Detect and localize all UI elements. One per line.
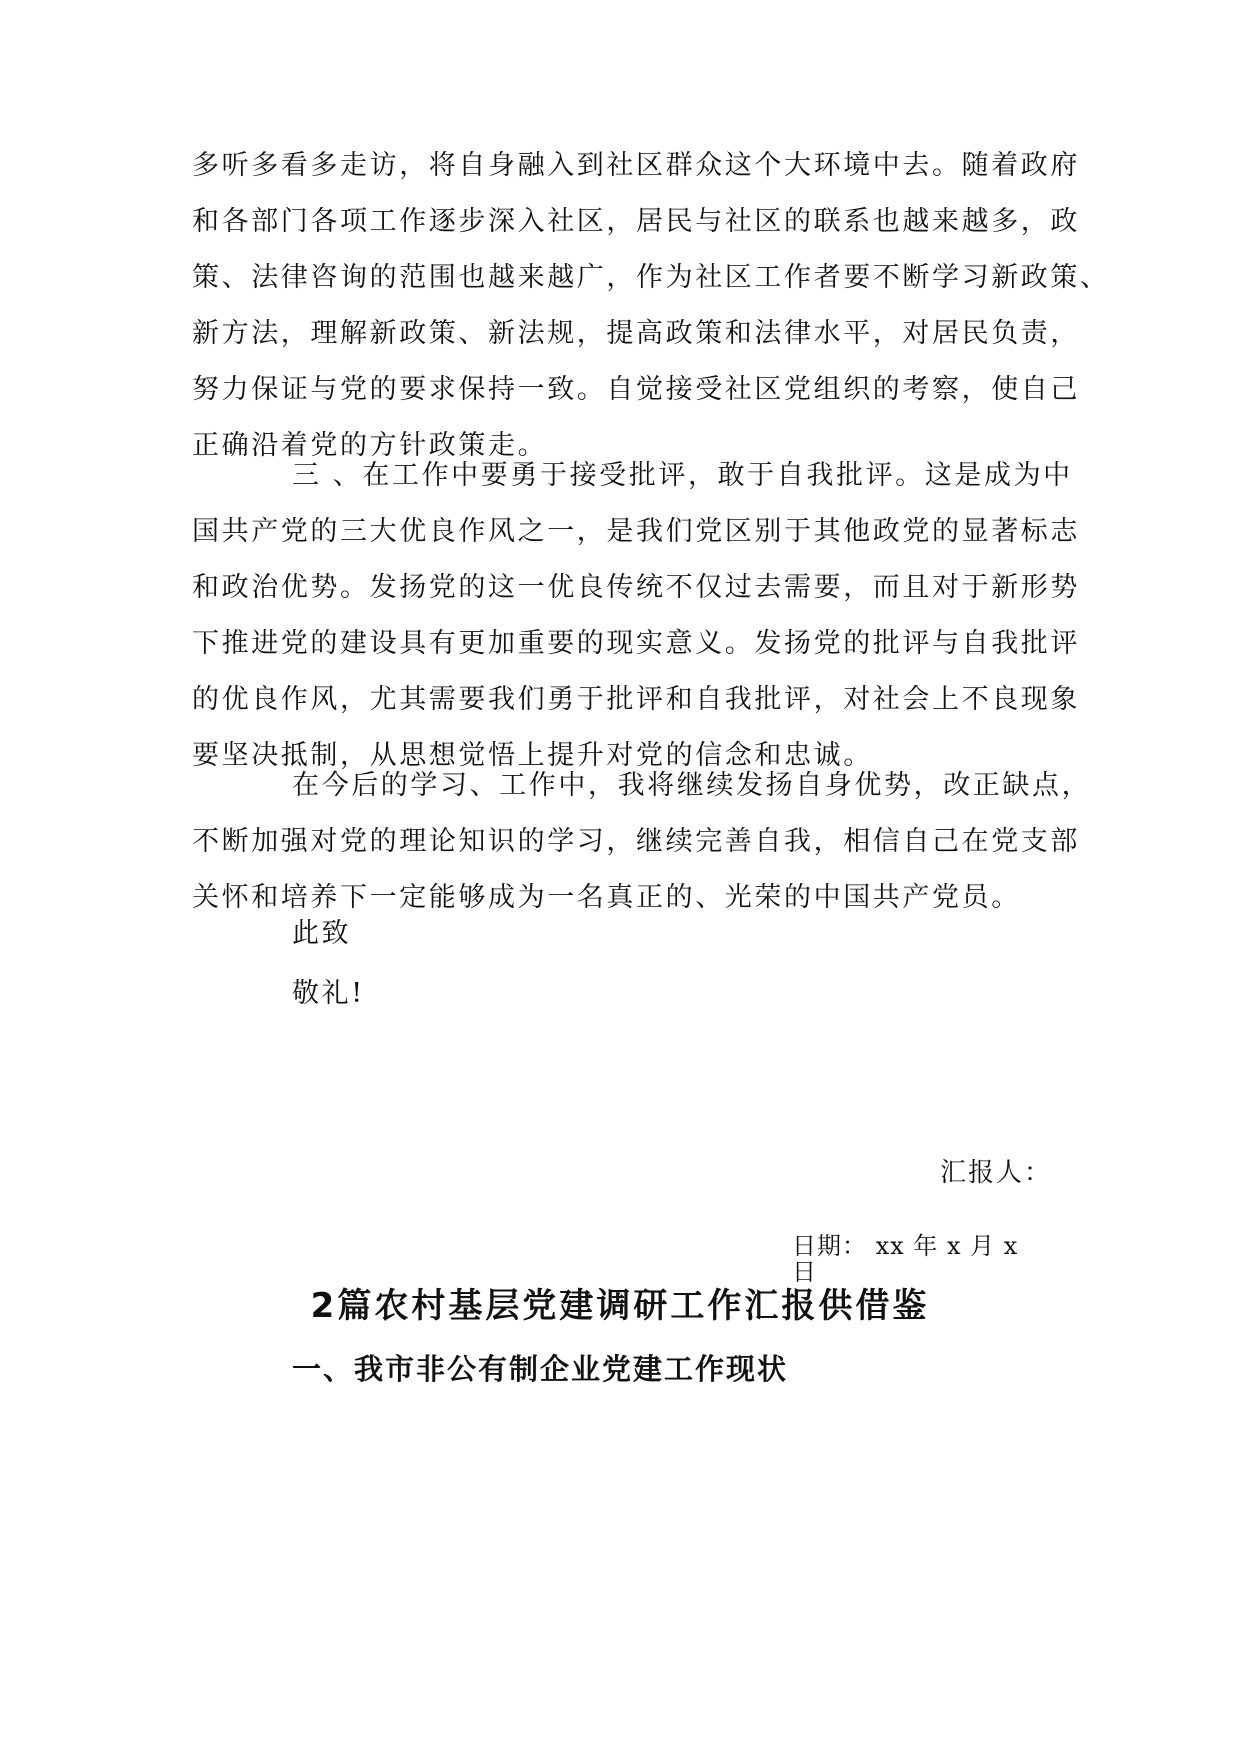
greeting-line: 此致 — [292, 918, 352, 949]
paragraph-line: 国共产党的三大优良作风之一，是我们党区别于其他政党的显著标志 — [192, 516, 1080, 547]
section-heading: 一、我市非公有制企业党建工作现状 — [292, 1352, 789, 1386]
reporter-label: 汇报人： — [940, 1158, 1053, 1188]
paragraph-conclusion — [192, 758, 1092, 926]
paragraph-continuation — [192, 138, 1110, 474]
paragraph-line: 下推进党的建设具有更加重要的现实意义。发扬党的批评与自我批评 — [192, 628, 1080, 659]
paragraph-line: 多听多看多走访，将自身融入到社区群众这个大环境中去。随着政府 — [192, 150, 1080, 181]
paragraph-line: 关怀和培养下一定能够成为一名真正的、光荣的中国共产党员。 — [192, 882, 1021, 913]
paragraph-line: 正确沿着党的方针政策走。 — [192, 430, 548, 461]
date-line-end: 日 — [792, 1258, 818, 1286]
paragraph-line: 在今后的学习、工作中，我将继续发扬自身优势，改正缺点， — [292, 770, 1092, 801]
paragraph-criticism — [192, 448, 1080, 784]
paragraph-line: 策、法律咨询的范围也越来越广，作为社区工作者要不断学习新政策、 — [192, 262, 1110, 293]
greeting-line: 敬礼! — [292, 978, 365, 1009]
paragraph-line: 和政治优势。发扬党的这一优良传统不仅过去需要，而且对于新形势 — [192, 572, 1080, 603]
document-title: 2篇农村基层党建调研工作汇报供借鉴 — [310, 1286, 930, 1326]
paragraph-line: 不断加强对党的理论知识的学习，继续完善自我，相信自己在党支部 — [192, 826, 1080, 857]
paragraph-line: 的优良作风，尤其需要我们勇于批评和自我批评，对社会上不良现象 — [192, 684, 1080, 715]
date-line: 日期： xx 年 x 月 x — [792, 1232, 1019, 1260]
paragraph-line: 新方法，理解新政策、新法规，提高政策和法律水平，对居民负责， — [192, 318, 1080, 349]
paragraph-line: 努力保证与党的要求保持一致。自觉接受社区党组织的考察，使自己 — [192, 374, 1080, 405]
paragraph-line: 要坚决抵制，从思想觉悟上提升对党的信念和忠诚。 — [192, 740, 873, 771]
paragraph-line: 和各部门各项工作逐步深入社区，居民与社区的联系也越来越多，政 — [192, 206, 1080, 237]
closing-greeting — [192, 906, 1062, 1022]
paragraph-line: 三 、在工作中要勇于接受批评，敢于自我批评。这是成为中 — [292, 460, 1073, 491]
